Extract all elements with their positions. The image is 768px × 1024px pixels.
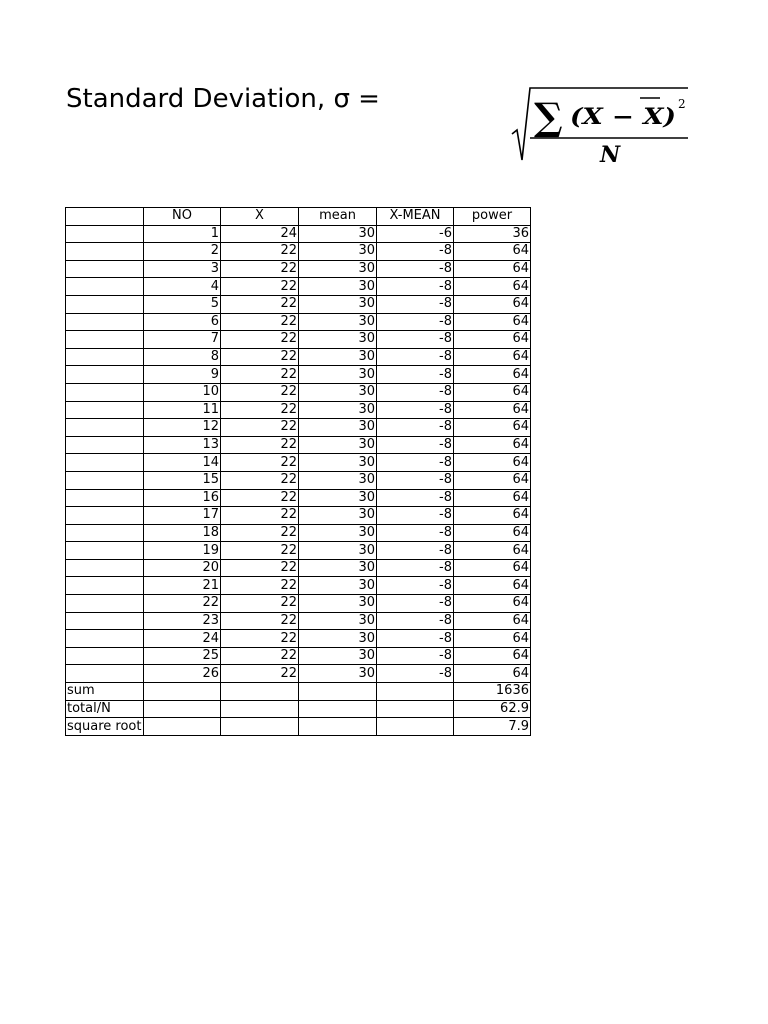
cell-x-mean: -8 xyxy=(377,665,454,683)
cell-x-mean: -8 xyxy=(377,278,454,296)
empty-cell xyxy=(377,700,454,718)
cell-no: 8 xyxy=(144,348,221,366)
cell-power: 64 xyxy=(454,366,531,384)
cell-x-mean: -8 xyxy=(377,436,454,454)
empty-cell xyxy=(299,700,377,718)
cell-mean: 30 xyxy=(299,577,377,595)
cell-no: 26 xyxy=(144,665,221,683)
cell-power: 64 xyxy=(454,612,531,630)
cell-power: 64 xyxy=(454,524,531,542)
cell-power: 64 xyxy=(454,647,531,665)
cell-no: 4 xyxy=(144,278,221,296)
cell-mean: 30 xyxy=(299,348,377,366)
table-row xyxy=(66,542,531,560)
cell-power: 64 xyxy=(454,331,531,349)
table-row xyxy=(66,647,531,665)
cell-x-mean: -8 xyxy=(377,313,454,331)
formula-numerator: (X − X) xyxy=(570,104,676,130)
cell-x: 22 xyxy=(221,577,299,595)
cell-mean: 30 xyxy=(299,507,377,525)
cell-x: 22 xyxy=(221,647,299,665)
table-row xyxy=(66,331,531,349)
cell-x-mean: -8 xyxy=(377,401,454,419)
cell-x-mean: -8 xyxy=(377,419,454,437)
cell-mean: 30 xyxy=(299,454,377,472)
cell-mean: 30 xyxy=(299,436,377,454)
cell-no: 21 xyxy=(144,577,221,595)
cell-power: 64 xyxy=(454,278,531,296)
cell-x-mean: -8 xyxy=(377,630,454,648)
cell-x-mean: -8 xyxy=(377,612,454,630)
row-label-cell xyxy=(66,542,144,560)
cell-mean: 30 xyxy=(299,331,377,349)
cell-x-mean: -8 xyxy=(377,595,454,613)
cell-x: 22 xyxy=(221,542,299,560)
cell-power: 64 xyxy=(454,401,531,419)
cell-no: 17 xyxy=(144,507,221,525)
cell-x: 22 xyxy=(221,348,299,366)
cell-x: 22 xyxy=(221,313,299,331)
cell-x-mean: -8 xyxy=(377,331,454,349)
cell-no: 3 xyxy=(144,260,221,278)
page-title: Standard Deviation, σ = xyxy=(66,84,380,114)
row-label-cell xyxy=(66,401,144,419)
cell-x-mean: -8 xyxy=(377,489,454,507)
header-cell-x-mean: X-MEAN xyxy=(377,208,454,226)
cell-no: 11 xyxy=(144,401,221,419)
cell-mean: 30 xyxy=(299,295,377,313)
empty-cell xyxy=(221,700,299,718)
cell-mean: 30 xyxy=(299,542,377,560)
empty-cell xyxy=(221,683,299,701)
cell-x: 22 xyxy=(221,366,299,384)
empty-cell xyxy=(144,700,221,718)
cell-mean: 30 xyxy=(299,243,377,261)
cell-power: 64 xyxy=(454,313,531,331)
row-label-cell xyxy=(66,278,144,296)
cell-x: 22 xyxy=(221,559,299,577)
table-row xyxy=(66,612,531,630)
table-row xyxy=(66,665,531,683)
cell-mean: 30 xyxy=(299,665,377,683)
summary-label: square root xyxy=(66,718,144,736)
row-label-cell xyxy=(66,559,144,577)
cell-mean: 30 xyxy=(299,489,377,507)
cell-x-mean: -8 xyxy=(377,243,454,261)
cell-no: 10 xyxy=(144,383,221,401)
cell-mean: 30 xyxy=(299,278,377,296)
cell-mean: 30 xyxy=(299,647,377,665)
cell-power: 64 xyxy=(454,419,531,437)
cell-power: 64 xyxy=(454,383,531,401)
cell-no: 20 xyxy=(144,559,221,577)
table-row xyxy=(66,630,531,648)
cell-x-mean: -8 xyxy=(377,383,454,401)
cell-x: 22 xyxy=(221,612,299,630)
cell-power: 64 xyxy=(454,295,531,313)
row-label-cell xyxy=(66,225,144,243)
cell-x-mean: -8 xyxy=(377,295,454,313)
table-row xyxy=(66,489,531,507)
cell-power: 64 xyxy=(454,489,531,507)
summary-row xyxy=(66,683,531,701)
cell-no: 5 xyxy=(144,295,221,313)
std-dev-formula-image xyxy=(508,84,688,168)
cell-x-mean: -8 xyxy=(377,454,454,472)
cell-mean: 30 xyxy=(299,260,377,278)
row-label-cell xyxy=(66,313,144,331)
table-row xyxy=(66,366,531,384)
cell-x-mean: -8 xyxy=(377,647,454,665)
formula-denominator: N xyxy=(600,142,621,168)
summary-row xyxy=(66,718,531,736)
cell-power: 64 xyxy=(454,559,531,577)
table-row xyxy=(66,419,531,437)
row-label-cell xyxy=(66,595,144,613)
cell-x: 22 xyxy=(221,630,299,648)
summary-value: 62.9 xyxy=(454,700,531,718)
row-label-cell xyxy=(66,665,144,683)
formula-exponent: 2 xyxy=(678,97,686,111)
table-row xyxy=(66,436,531,454)
row-label-cell xyxy=(66,419,144,437)
cell-power: 64 xyxy=(454,630,531,648)
header-cell-no: NO xyxy=(144,208,221,226)
cell-mean: 30 xyxy=(299,524,377,542)
cell-no: 7 xyxy=(144,331,221,349)
cell-mean: 30 xyxy=(299,225,377,243)
cell-x-mean: -8 xyxy=(377,366,454,384)
cell-x: 22 xyxy=(221,419,299,437)
empty-cell xyxy=(299,683,377,701)
cell-x: 22 xyxy=(221,295,299,313)
table-row xyxy=(66,260,531,278)
cell-x-mean: -8 xyxy=(377,542,454,560)
cell-x: 22 xyxy=(221,507,299,525)
cell-x: 22 xyxy=(221,243,299,261)
summary-label: total/N xyxy=(66,700,144,718)
table-row xyxy=(66,313,531,331)
header-cell xyxy=(66,208,144,226)
cell-power: 64 xyxy=(454,348,531,366)
cell-no: 22 xyxy=(144,595,221,613)
sum-symbol: ∑ xyxy=(534,94,563,139)
summary-label: sum xyxy=(66,683,144,701)
cell-power: 64 xyxy=(454,577,531,595)
empty-cell xyxy=(299,718,377,736)
cell-x-mean: -8 xyxy=(377,260,454,278)
cell-power: 64 xyxy=(454,436,531,454)
cell-x-mean: -8 xyxy=(377,559,454,577)
cell-mean: 30 xyxy=(299,630,377,648)
empty-cell xyxy=(377,718,454,736)
cell-no: 1 xyxy=(144,225,221,243)
cell-x: 22 xyxy=(221,524,299,542)
cell-power: 64 xyxy=(454,454,531,472)
row-label-cell xyxy=(66,243,144,261)
cell-no: 13 xyxy=(144,436,221,454)
row-label-cell xyxy=(66,647,144,665)
cell-no: 16 xyxy=(144,489,221,507)
cell-x: 22 xyxy=(221,401,299,419)
cell-x: 22 xyxy=(221,471,299,489)
cell-x: 24 xyxy=(221,225,299,243)
cell-x: 22 xyxy=(221,278,299,296)
empty-cell xyxy=(377,683,454,701)
table-row xyxy=(66,295,531,313)
table-row xyxy=(66,401,531,419)
cell-x-mean: -6 xyxy=(377,225,454,243)
cell-power: 64 xyxy=(454,260,531,278)
cell-mean: 30 xyxy=(299,313,377,331)
cell-mean: 30 xyxy=(299,419,377,437)
summary-value: 1636 xyxy=(454,683,531,701)
cell-power: 64 xyxy=(454,542,531,560)
row-label-cell xyxy=(66,612,144,630)
cell-no: 6 xyxy=(144,313,221,331)
cell-x-mean: -8 xyxy=(377,348,454,366)
cell-mean: 30 xyxy=(299,595,377,613)
cell-x-mean: -8 xyxy=(377,471,454,489)
cell-mean: 30 xyxy=(299,366,377,384)
cell-no: 24 xyxy=(144,630,221,648)
cell-no: 25 xyxy=(144,647,221,665)
row-label-cell xyxy=(66,630,144,648)
cell-x: 22 xyxy=(221,595,299,613)
cell-x: 22 xyxy=(221,260,299,278)
table-row xyxy=(66,524,531,542)
cell-x: 22 xyxy=(221,383,299,401)
header-cell-x: X xyxy=(221,208,299,226)
cell-no: 12 xyxy=(144,419,221,437)
empty-cell xyxy=(144,683,221,701)
cell-x: 22 xyxy=(221,665,299,683)
table-row xyxy=(66,454,531,472)
cell-no: 18 xyxy=(144,524,221,542)
row-label-cell xyxy=(66,577,144,595)
cell-mean: 30 xyxy=(299,612,377,630)
row-label-cell xyxy=(66,383,144,401)
cell-x: 22 xyxy=(221,489,299,507)
cell-x-mean: -8 xyxy=(377,524,454,542)
header-cell-mean: mean xyxy=(299,208,377,226)
cell-mean: 30 xyxy=(299,559,377,577)
row-label-cell xyxy=(66,348,144,366)
table-row xyxy=(66,471,531,489)
table-row xyxy=(66,383,531,401)
summary-row xyxy=(66,700,531,718)
cell-power: 64 xyxy=(454,665,531,683)
std-dev-table xyxy=(65,207,531,736)
row-label-cell xyxy=(66,507,144,525)
table-row xyxy=(66,559,531,577)
row-label-cell xyxy=(66,260,144,278)
table-row xyxy=(66,225,531,243)
cell-power: 64 xyxy=(454,243,531,261)
row-label-cell xyxy=(66,295,144,313)
cell-no: 23 xyxy=(144,612,221,630)
row-label-cell xyxy=(66,489,144,507)
cell-mean: 30 xyxy=(299,401,377,419)
row-label-cell xyxy=(66,454,144,472)
cell-mean: 30 xyxy=(299,383,377,401)
empty-cell xyxy=(221,718,299,736)
cell-x: 22 xyxy=(221,331,299,349)
summary-value: 7.9 xyxy=(454,718,531,736)
table-row xyxy=(66,577,531,595)
cell-x: 22 xyxy=(221,436,299,454)
row-label-cell xyxy=(66,331,144,349)
header-cell-power: power xyxy=(454,208,531,226)
cell-x-mean: -8 xyxy=(377,577,454,595)
cell-x: 22 xyxy=(221,454,299,472)
row-label-cell xyxy=(66,436,144,454)
table-row xyxy=(66,348,531,366)
table-row xyxy=(66,595,531,613)
cell-no: 15 xyxy=(144,471,221,489)
cell-no: 19 xyxy=(144,542,221,560)
cell-no: 9 xyxy=(144,366,221,384)
cell-power: 36 xyxy=(454,225,531,243)
table-row xyxy=(66,243,531,261)
cell-power: 64 xyxy=(454,595,531,613)
cell-x-mean: -8 xyxy=(377,507,454,525)
table-header-row xyxy=(66,208,531,226)
row-label-cell xyxy=(66,366,144,384)
cell-power: 64 xyxy=(454,507,531,525)
cell-mean: 30 xyxy=(299,471,377,489)
cell-no: 2 xyxy=(144,243,221,261)
cell-no: 14 xyxy=(144,454,221,472)
empty-cell xyxy=(144,718,221,736)
row-label-cell xyxy=(66,471,144,489)
table-row xyxy=(66,278,531,296)
row-label-cell xyxy=(66,524,144,542)
table-row xyxy=(66,507,531,525)
cell-power: 64 xyxy=(454,471,531,489)
